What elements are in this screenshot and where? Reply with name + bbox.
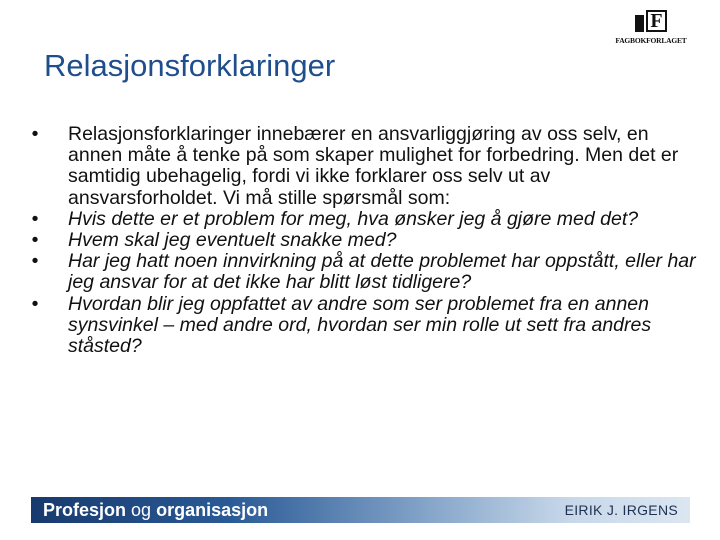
bullet-dot: •: [31, 292, 39, 315]
bullet-item: [28, 209, 698, 230]
footer-bar: [31, 497, 690, 523]
footer-word-og: og: [131, 500, 152, 520]
bullet-dot: •: [31, 250, 39, 273]
bullet-text: Relasjonsforklaringer innebærer en ansvarliggjøring av oss selv, en annen måte å tenke på som skaper mulighet for forbedring. Men det er samtidig ubehagelig, fordi vi ikke forklarer oss selv ut av ansvarsforholdet. Vi må stille spørsmål som:: [68, 123, 679, 209]
bullet-item: [28, 294, 698, 358]
bullet-dot: •: [31, 229, 39, 252]
bullet-text: Hvordan blir jeg oppfattet av andre som ser problemet fra en annen synsvinkel – med andre ord, hvordan ser min rolle ut sett fra andres ståsted?: [68, 292, 652, 358]
bullet-dot: •: [31, 123, 39, 145]
publisher-logo: [614, 12, 688, 48]
bullet-dot: •: [31, 207, 39, 230]
footer-author: EIRIK J. IRGENS: [564, 502, 678, 518]
logo-text: FAGBOKFORLAGET: [615, 36, 687, 45]
bullet-text: Har jeg hatt noen innvirkning på at dette problemet har oppstått, eller har jeg ansvar for at det ikke har blitt løst tidligere?: [68, 250, 696, 294]
footer-word-organisasjon: organisasjon: [156, 500, 269, 520]
footer-course-title: [43, 500, 268, 521]
bullet-item: [28, 124, 698, 209]
bullet-item: [28, 230, 698, 251]
bullet-list: [28, 124, 698, 357]
slide-title: Relasjonsforklaringer: [44, 48, 336, 83]
book-icon: [635, 12, 666, 32]
footer-word-profesjon: Profesjon: [43, 500, 127, 520]
bullet-item: [28, 251, 698, 293]
logo-mark-letter: F: [646, 10, 666, 32]
bullet-text: Hvem skal jeg eventuelt snakke med?: [68, 229, 397, 252]
bullet-text: Hvis dette er et problem for meg, hva ønsker jeg å gjøre med det?: [68, 207, 639, 230]
